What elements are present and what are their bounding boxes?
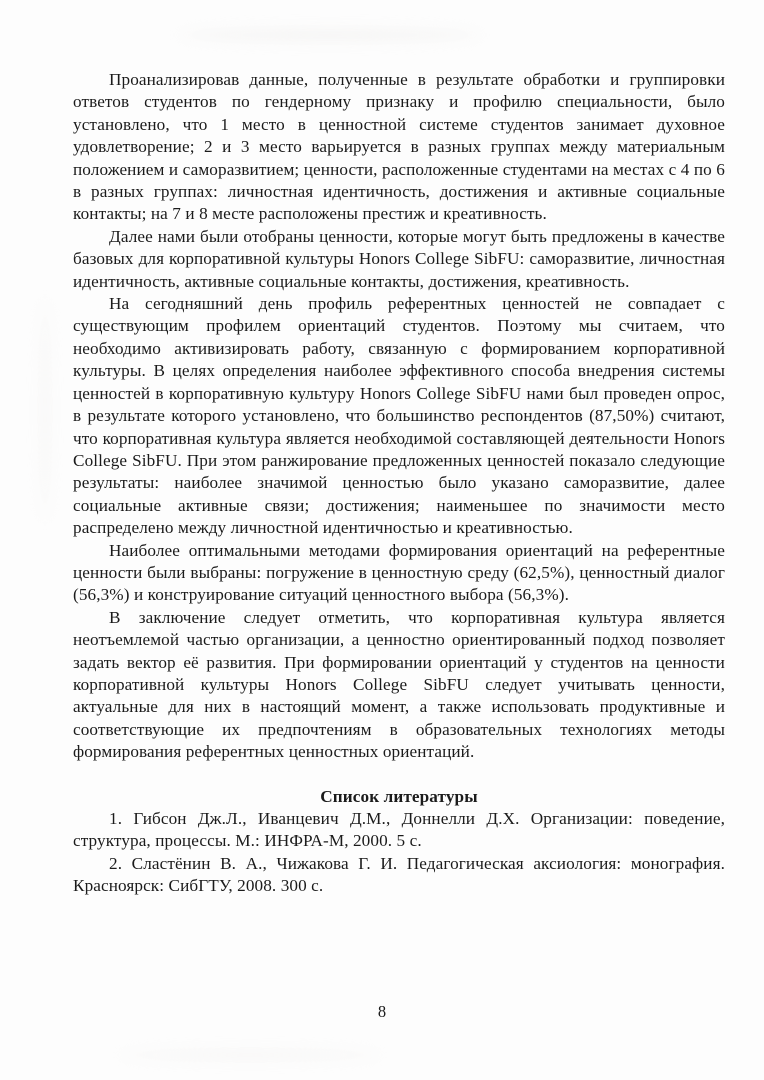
scan-artifact bbox=[120, 1050, 380, 1060]
paragraph: В заключение следует отметить, что корпоративная культура является неотъемлемой частью организации, а ценностно ориентированный подход позволяет задать вектор её развития. При формировании ориентаций у студентов на ценности корпоративной культуры Honors College SibFU следует учитывать ценности, актуальные для них в настоящий момент, а также использовать продуктивные и соответствующие их предпочтениям в образовательных технологиях методы формирования референтных ценностных ориентаций. bbox=[73, 607, 725, 762]
body-text bbox=[73, 69, 725, 898]
paragraph: Далее нами были отобраны ценности, которые могут быть предложены в качестве базовых для корпоративной культуры Honors College SibFU: саморазвитие, личностная идентичность, активные социальные контакты, достижения, креативность. bbox=[73, 226, 725, 291]
page-number: 8 bbox=[377, 1002, 387, 1021]
paragraph: Наиболее оптимальными методами формирования ориентаций на референтные ценности были выбраны: погружение в ценностную среду (62,5%), ценностный диалог (56,3%) и конструирование ситуаций ценностного выбора (56,3%). bbox=[73, 540, 725, 605]
reference-item: 1. Гибсон Дж.Л., Иванцевич Д.М., Доннелли Д.Х. Организации: поведение, структура, процессы. М.: ИНФРА-М, 2000. 5 с. bbox=[73, 809, 725, 851]
paragraph: На сегодняшний день профиль референтных ценностей не совпадает с существующим профилем ориентаций студентов. Поэтому мы считаем, что необходимо активизировать работу, связанную с формированием корпоративной культуры. В целях определения наиболее эффективного способа внедрения системы ценностей в корпоративную культуру Honors College SibFU нами был проведен опрос, в результате которого установлено, что большинство респондентов (87,50%) считают, что корпоративная культура является необходимой составляющей деятельности Honors College SibFU. При этом ранжирование предложенных ценностей показало следующие результаты: наиболее значимой ценностью было указано саморазвитие, далее социальные активные связи; достижения; наименьшее по значимости место распределено между личностной идентичностью и креативностью. bbox=[73, 294, 725, 538]
paragraph: Проанализировав данные, полученные в результате обработки и группировки ответов студентов по гендерному признаку и профилю специальности, было установлено, что 1 место в ценностной системе студентов занимает духовное удовлетворение; 2 и 3 место варьируется в разных группах между материальным положением и саморазвитием; ценности, расположенные студентами на местах с 4 по 6 в разных группах: личностная идентичность, достижения и активные социальные контакты; на 7 и 8 месте расположены престиж и креативность. bbox=[73, 70, 725, 224]
reference-item: 2. Сластёнин В. А., Чижакова Г. И. Педагогическая аксиология: монография. Красноярск: СибГТУ, 2008. 300 с. bbox=[73, 853, 725, 896]
scan-artifact bbox=[40, 300, 50, 520]
scan-artifact bbox=[180, 28, 480, 42]
references-heading: Список литературы bbox=[320, 786, 478, 806]
